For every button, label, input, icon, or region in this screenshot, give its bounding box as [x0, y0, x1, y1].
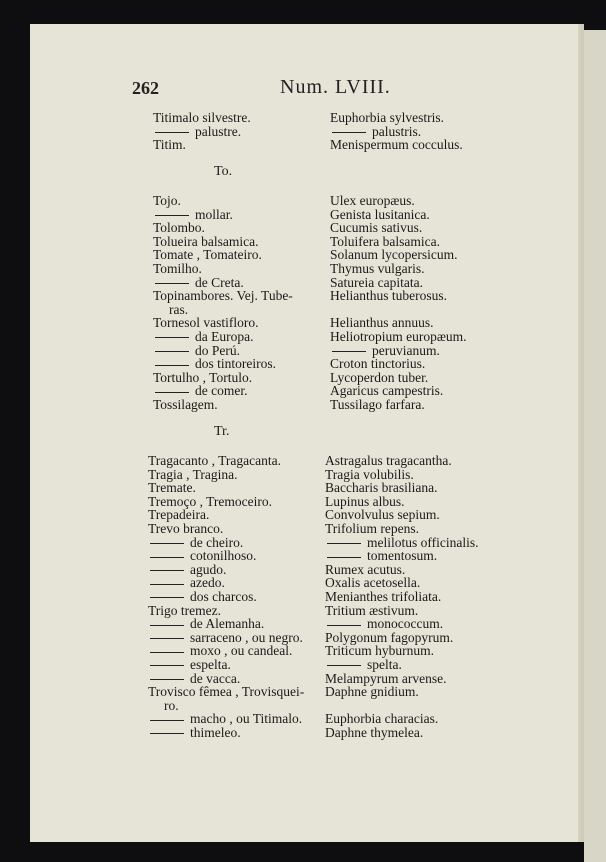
entry-text: Oxalis acetosella.	[325, 575, 421, 591]
block2-right-column	[330, 194, 466, 412]
entry-text: Solanum lycopersicum.	[330, 247, 458, 263]
section-heading-tr: Tr.	[214, 424, 230, 439]
entry-line	[148, 590, 304, 604]
entry-text: Polygonum fagopyrum.	[325, 629, 454, 645]
entry-line	[330, 248, 466, 262]
ditto-dash	[155, 283, 189, 284]
entry-text: Tragia , Tragina.	[148, 466, 238, 482]
entry-text: Lycoperdon tuber.	[330, 369, 429, 385]
entry-text: spelta.	[367, 656, 402, 672]
entry-text: ro.	[164, 697, 179, 713]
entry-line	[325, 468, 479, 482]
entry-text: Tritium æstivum.	[325, 602, 419, 618]
section-heading-to: To.	[214, 164, 233, 179]
block3-right-column	[325, 454, 479, 739]
entry-text: Croton tinctorius.	[330, 356, 426, 372]
entry-text: Tremoço , Tremoceiro.	[148, 493, 272, 509]
entry-line	[153, 235, 293, 249]
entry-text: Tornesol vastifloro.	[153, 315, 259, 331]
ditto-dash	[150, 584, 184, 585]
page-number: 262	[132, 78, 159, 98]
entry-text: palustre.	[195, 123, 242, 139]
entry-text: Menianthes trifoliata.	[325, 588, 442, 604]
entry-line	[153, 221, 293, 235]
entry-line	[330, 111, 463, 125]
entry-line	[325, 481, 479, 495]
entry-text: Agaricus campestris.	[330, 383, 444, 399]
entry-line	[330, 276, 466, 290]
block1-left-column	[153, 111, 251, 152]
entry-text: dos tintoreiros.	[195, 356, 276, 372]
entry-text: Titimalo silvestre.	[153, 110, 251, 125]
entry-text: Daphne gnidium.	[325, 684, 419, 700]
entry-text: Astragalus tragacantha.	[325, 453, 452, 468]
entry-line	[148, 495, 304, 509]
entry-line	[153, 344, 293, 358]
entry-line	[325, 454, 479, 468]
entry-text: Tremate.	[148, 480, 196, 496]
entry-line	[330, 125, 463, 139]
entry-line	[153, 289, 293, 303]
entry-line	[325, 644, 479, 658]
entry-text: azedo.	[190, 575, 225, 591]
entry-line	[330, 344, 466, 358]
ditto-dash	[155, 365, 189, 366]
entry-line	[325, 631, 479, 645]
entry-line	[330, 316, 466, 330]
entry-line	[148, 536, 304, 550]
entry-line	[330, 330, 466, 344]
entry-text: Tomilho.	[153, 260, 202, 276]
entry-text: Trepadeira.	[148, 507, 210, 523]
entry-text: Toluifera balsamica.	[330, 233, 441, 249]
entry-line	[148, 576, 304, 590]
entry-line	[153, 330, 293, 344]
entry-text: peruvianum.	[372, 342, 440, 358]
ditto-dash	[150, 733, 184, 734]
entry-text: de Alemanha.	[190, 616, 265, 632]
entry-line	[148, 522, 304, 536]
entry-line	[153, 138, 251, 152]
entry-text: Trifolium repens.	[325, 520, 419, 536]
ditto-dash	[327, 543, 361, 544]
entry-line	[325, 712, 479, 726]
entry-line	[148, 672, 304, 686]
entry-text: Tortulho , Tortulo.	[153, 369, 253, 385]
ditto-dash	[332, 351, 366, 352]
entry-text: moxo , ou candeal.	[190, 643, 293, 659]
entry-line	[325, 522, 479, 536]
entry-text: espelta.	[190, 656, 231, 672]
entry-text: de vacca.	[190, 670, 241, 686]
entry-line	[330, 235, 466, 249]
entry-line	[148, 563, 304, 577]
entry-text: do Perú.	[195, 342, 240, 358]
entry-text: Melampyrum arvense.	[325, 670, 447, 686]
entry-text: Satureia capitata.	[330, 274, 423, 290]
entry-text: Cucumis sativus.	[330, 220, 423, 236]
entry-line	[153, 357, 293, 371]
entry-text: Euphorbia characias.	[325, 711, 439, 727]
ditto-dash	[150, 720, 184, 721]
entry-line	[148, 468, 304, 482]
entry-text: Thymus vulgaris.	[330, 260, 425, 276]
entry-text: Tragia volubilis.	[325, 466, 414, 482]
entry-line	[330, 221, 466, 235]
entry-line	[153, 384, 293, 398]
entry-line	[153, 316, 293, 330]
ditto-dash	[155, 215, 189, 216]
entry-line	[148, 699, 304, 713]
ditto-dash	[155, 392, 189, 393]
entry-text: Euphorbia sylvestris.	[330, 110, 444, 125]
entry-line	[330, 357, 466, 371]
ditto-dash	[150, 625, 184, 626]
running-title: Num. LVIII.	[280, 76, 391, 98]
entry-text: Rumex acutus.	[325, 561, 406, 577]
entry-line	[330, 208, 466, 222]
page-edge-back	[584, 30, 606, 862]
entry-text: Tolombo.	[153, 220, 205, 236]
entry-line	[325, 590, 479, 604]
entry-text: de Creta.	[195, 274, 244, 290]
entry-text: Daphne thymelea.	[325, 724, 424, 740]
entry-line	[330, 262, 466, 276]
entry-text: Tolueira balsamica.	[153, 233, 259, 249]
ditto-dash	[150, 597, 184, 598]
ditto-dash	[150, 638, 184, 639]
entry-text: da Europa.	[195, 328, 254, 344]
entry-line	[330, 398, 466, 412]
entry-line	[153, 125, 251, 139]
entry-line	[325, 658, 479, 672]
entry-line	[148, 604, 304, 618]
entry-line	[330, 303, 466, 317]
entry-text: Lupinus albus.	[325, 493, 405, 509]
book-page	[30, 24, 581, 842]
entry-text: Tragacanto , Tragacanta.	[148, 453, 281, 468]
entry-text: thimeleo.	[190, 724, 241, 740]
block1-right-column	[330, 111, 463, 152]
entry-line	[330, 371, 466, 385]
entry-text: monococcum.	[367, 616, 444, 632]
entry-text: Trovisco fêmea , Trovisquei-	[148, 684, 305, 700]
block2-left-column	[153, 194, 293, 412]
entry-line	[325, 576, 479, 590]
entry-text: Genista lusitanica.	[330, 206, 430, 222]
entry-line	[330, 138, 463, 152]
entry-line	[148, 658, 304, 672]
entry-line	[330, 194, 466, 208]
entry-line	[148, 617, 304, 631]
ditto-dash	[332, 132, 366, 133]
ditto-dash	[155, 337, 189, 338]
entry-text: Helianthus tuberosus.	[330, 288, 447, 304]
entry-text: Triticum hyburnum.	[325, 643, 435, 659]
ditto-dash	[150, 570, 184, 571]
entry-line	[330, 384, 466, 398]
entry-text: macho , ou Titimalo.	[190, 711, 303, 727]
ditto-dash	[150, 652, 184, 653]
entry-text: agudo.	[190, 561, 227, 577]
entry-line	[325, 604, 479, 618]
entry-line	[325, 536, 479, 550]
ditto-dash	[150, 665, 184, 666]
entry-text: melilotus officinalis.	[367, 534, 479, 550]
entry-text: ras.	[169, 301, 189, 317]
entry-line	[325, 563, 479, 577]
entry-text: de comer.	[195, 383, 248, 399]
ditto-dash	[327, 625, 361, 626]
entry-text: mollar.	[195, 206, 233, 222]
entry-text: Helianthus annuus.	[330, 315, 434, 331]
entry-line	[153, 111, 251, 125]
entry-text: Titim.	[153, 137, 186, 153]
entry-line	[148, 712, 304, 726]
ditto-dash	[327, 665, 361, 666]
entry-line	[325, 685, 479, 699]
entry-line	[148, 549, 304, 563]
entry-text: Baccharis brasiliana.	[325, 480, 438, 496]
entry-line	[153, 276, 293, 290]
entry-text: cotonilhoso.	[190, 548, 257, 564]
entry-line	[153, 194, 293, 208]
entry-line	[330, 289, 466, 303]
entry-text: Ulex europæus.	[330, 193, 415, 208]
entry-line	[325, 549, 479, 563]
entry-line	[325, 726, 479, 740]
entry-line	[148, 685, 304, 699]
entry-line	[153, 262, 293, 276]
entry-line	[153, 248, 293, 262]
entry-text: Heliotropium europæum.	[330, 328, 467, 344]
entry-text: palustris.	[372, 123, 422, 139]
entry-text: Convolvulus sepium.	[325, 507, 440, 523]
entry-text: sarraceno , ou negro.	[190, 629, 303, 645]
entry-text: Trigo tremez.	[148, 602, 221, 618]
entry-text: de cheiro.	[190, 534, 244, 550]
entry-line	[148, 631, 304, 645]
entry-line	[325, 508, 479, 522]
entry-line	[148, 644, 304, 658]
entry-line	[148, 508, 304, 522]
entry-text: Trevo branco.	[148, 520, 224, 536]
entry-line	[153, 208, 293, 222]
ditto-dash	[150, 679, 184, 680]
ditto-dash	[155, 351, 189, 352]
block3-left-column	[148, 454, 304, 739]
ditto-dash	[327, 557, 361, 558]
entry-text: dos charcos.	[190, 588, 257, 604]
entry-line	[153, 303, 293, 317]
entry-text: tomentosum.	[367, 548, 438, 564]
entry-text: Tussilago farfara.	[330, 396, 425, 412]
entry-text: Tomate , Tomateiro.	[153, 247, 262, 263]
entry-line	[148, 726, 304, 740]
entry-line	[148, 481, 304, 495]
entry-line	[153, 371, 293, 385]
entry-line	[325, 699, 479, 713]
ditto-dash	[150, 543, 184, 544]
entry-line	[153, 398, 293, 412]
ditto-dash	[150, 557, 184, 558]
entry-text: Topinambores. Vej. Tube-	[153, 288, 293, 304]
entry-text: Menispermum cocculus.	[330, 137, 463, 153]
ditto-dash	[155, 132, 189, 133]
entry-line	[325, 495, 479, 509]
entry-text: Tossilagem.	[153, 396, 218, 412]
entry-text: Tojo.	[153, 193, 181, 208]
entry-line	[325, 672, 479, 686]
entry-line	[325, 617, 479, 631]
entry-line	[148, 454, 304, 468]
